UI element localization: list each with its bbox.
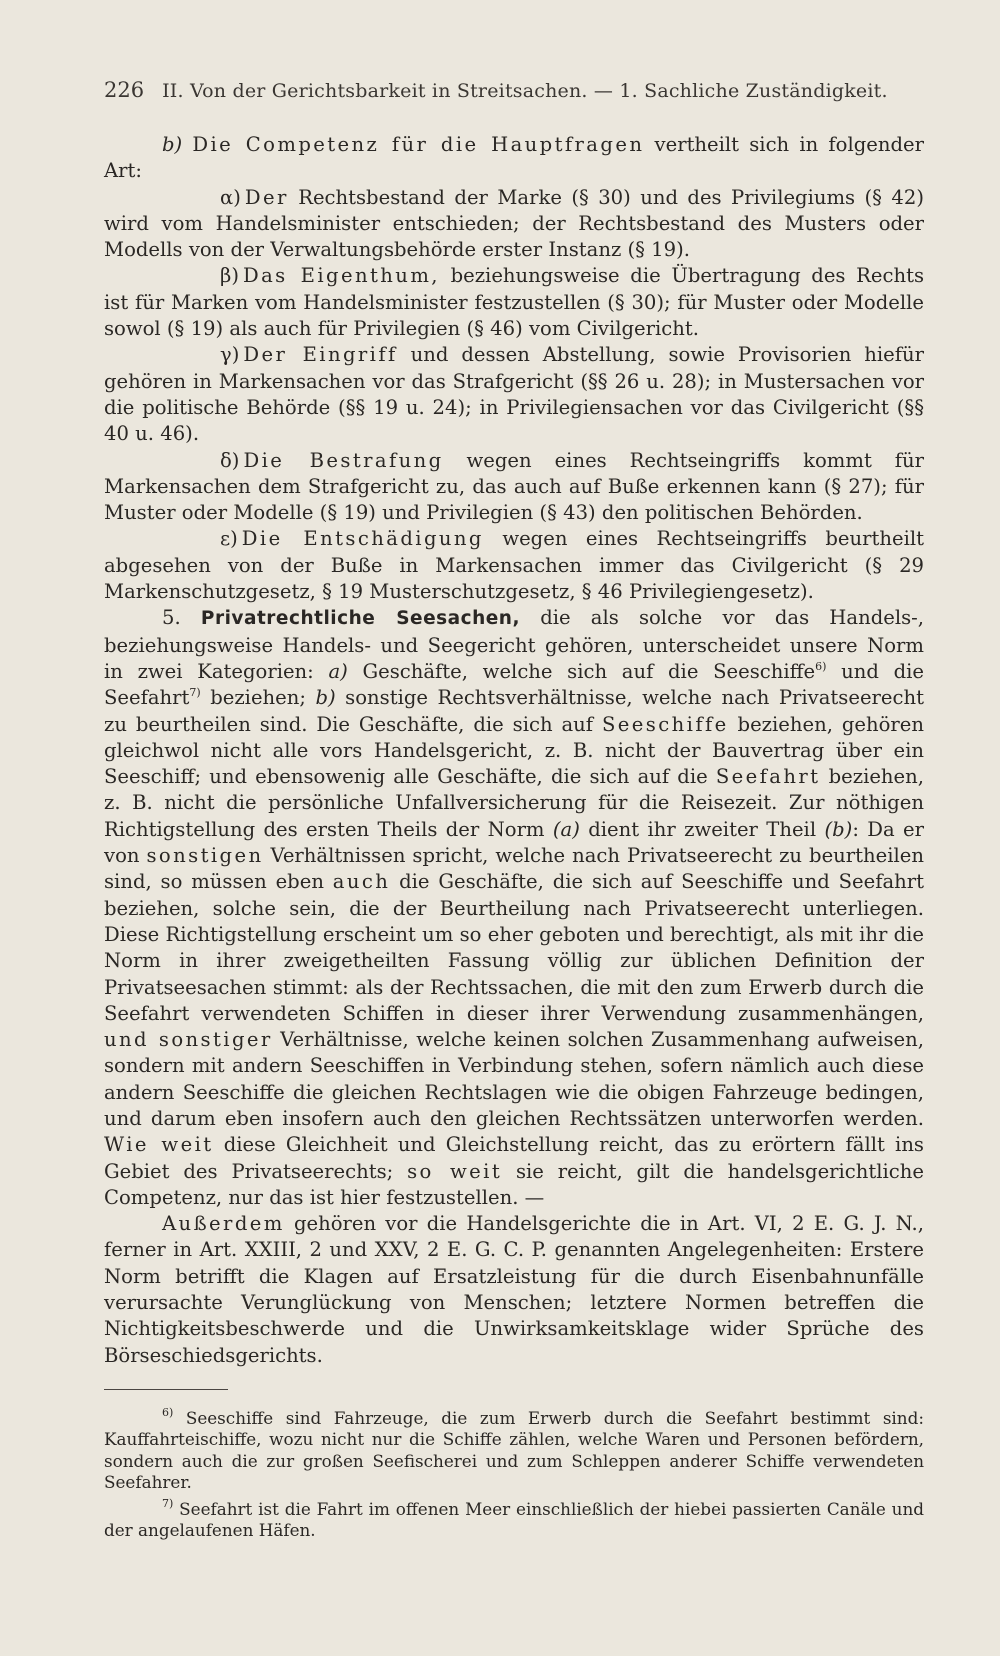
- spaced-emphasis: Außerdem: [162, 1212, 285, 1236]
- text-run: sonstige Rechtsverhältnisse, welche nach Privatseerecht zu beurtheilen sind. Die Geschäfte, die sich auf: [104, 686, 924, 736]
- footnote-text: Seefahrt ist die Fahrt im offenen Meer einschließlich der hiebei passierten Canäle und der angelaufenen Häfen.: [104, 1498, 924, 1541]
- text-run: diese Gleichheit und Gleichstellung reicht, das zu erörtern fällt ins Gebiet des Privatseerechts;: [104, 1133, 924, 1183]
- paragraph-text: wegen eines Rechtseingriffs beurtheilt abgesehen von der Buße in Markensachen immer das Civilgericht (§ 29 Markenschutzgesetz, § 19 Musterschutzgesetz, § 46 Privilegiengesetz).: [104, 527, 925, 604]
- footnote-mark: 7): [162, 1496, 174, 1510]
- spaced-emphasis: Seefahrt: [715, 765, 821, 789]
- text-run: beziehen, gehören gleichwol nicht alle vors Handelsgericht, z. B. nicht der Bauvertrag über ein Seeschiff; und ebensowenig alle Geschäfte, die sich auf die: [104, 712, 924, 789]
- footnote-text: Seeschiffe sind Fahrzeuge, die zum Erwerb durch die Seefahrt bestimmt sind: Kauffahrteischiffe, wozu nicht nur die Schiffe zählen, welche Waren und Personen befördern, sondern auch die zur großen Seefischerei und zum Schleppen anderer Schiffe verwendeten Seefahrer.: [104, 1407, 924, 1493]
- footnote-7: [104, 1496, 924, 1542]
- paragraph-gamma: [104, 342, 924, 447]
- page-header: [104, 78, 924, 108]
- footnote-ref-7[interactable]: 7): [189, 686, 201, 700]
- text-run: Verhältnissen spricht, welche nach Privatseerecht zu beurtheilen sind, so müssen eben: [104, 844, 924, 894]
- footnote-divider: [104, 1389, 228, 1390]
- spaced-emphasis: Das Eigenthum,: [242, 264, 440, 288]
- norm-part-a: (a): [552, 817, 580, 841]
- paragraph-5: [104, 605, 924, 1211]
- text-run: und die Seefahrt: [104, 659, 924, 710]
- item-label: γ): [220, 343, 240, 367]
- paragraph-text: wegen eines Rechtseingriffs kommt für Markensachen dem Strafgericht zu, das auch auf Buße erkennen kann (§ 27); für Muster oder Modelle (§ 19) und Privilegien (§ 43) den politischen Behörden.: [104, 448, 924, 525]
- paragraph-text: gehören vor die Handelsgerichte die in Art. VI, 2 E. G. J. N., ferner in Art. XXIII, 2 und XXV, 2 E. G. C. P. genannten Angelegenheiten: Erstere Norm betrifft die Klagen auf Ersatzleistung für die durch Eisenbahnunfälle verursachte Verunglückung von Menschen; letztere Normen betreffen die Nichtigkeitsbeschwerde und die Unwirksamkeitsklage wider Sprüche des Börseschiedsgerichts.: [104, 1212, 924, 1367]
- spaced-emphasis: und sonstiger: [104, 1028, 273, 1052]
- paragraph-alpha: [104, 185, 924, 264]
- section-number: 5.: [162, 606, 181, 630]
- section-heading: Privatrechtliche Seesachen,: [200, 608, 521, 630]
- item-label: ε): [220, 527, 238, 551]
- spaced-emphasis: Die Bestrafung: [243, 448, 444, 472]
- text-run: dient ihr zweiter Theil: [579, 817, 825, 841]
- paragraph-text: beziehungsweise die Übertragung des Rechts ist für Marken vom Handelsminister festzustellen (§ 30); für Muster oder Modelle sowol (§ 19) als auch für Privilegien (§ 46) vom Civilgericht.: [104, 264, 924, 341]
- paragraph-beta: [104, 263, 924, 342]
- category-a-label: a): [328, 659, 348, 683]
- page-number: 226: [104, 78, 145, 102]
- text-run: sie reicht, gilt die handelsgerichtliche Competenz, nur das ist hier festzustellen. —: [104, 1159, 924, 1209]
- text-run: die Geschäfte, die sich auf Seeschiffe und Seefahrt beziehen, solche sein, die der Beurtheilung nach Privatseerecht unterliegen. Diese Richtigstellung erscheint um so eher geboten und berechtigt, als mit ihr die Norm in ihrer zweigetheilten Fassung völlig zur üblichen Definition der Privatseesachen stimmt: als der Rechtssachen, die mit den zum Erwerb durch die Seefahrt verwendeten Schiffen in dieser ihrer Verwendung zusammenhängen,: [104, 870, 924, 1025]
- text-run: beziehen;: [200, 686, 316, 710]
- item-label: δ): [220, 448, 240, 472]
- text-run: Geschäfte, welche sich auf die Seeschiffe: [347, 659, 816, 683]
- footnote-ref-6[interactable]: 6): [815, 659, 827, 673]
- spaced-emphasis: Seeschiffe: [601, 712, 729, 736]
- item-label: b): [162, 133, 183, 156]
- paragraph-text: und dessen Abstellung, sowie Provisorien hiefür gehören in Markensachen vor das Strafgericht (§§ 26 u. 28); in Mustersachen vor die politische Behörde (§§ 19 u. 24); in Privilegiensachen vor das Civilgericht (§§ 40 u. 46).: [104, 343, 924, 446]
- paragraph-text: vertheilt sich in folgender Art:: [104, 133, 925, 183]
- spaced-emphasis: auch: [332, 870, 391, 894]
- main-text: [104, 132, 924, 1369]
- paragraph-delta: [104, 448, 924, 527]
- spaced-emphasis: Wie weit: [104, 1133, 214, 1157]
- paragraph-b: [104, 132, 924, 185]
- text-run: Verhältnisse, welche keinen solchen Zusammenhang aufweisen, sondern mit andern Seeschiffen in Verbindung stehen, sofern nämlich auch diese andern Seeschiffe die gleichen Rechtslagen wie die obigen Fahrzeuge bedingen, und darum eben insofern auch den gleichen Rechtssätzen unterworfen werden.: [104, 1028, 924, 1130]
- norm-part-b: (b): [824, 817, 853, 841]
- footnote-mark: 6): [162, 1405, 174, 1419]
- spaced-emphasis: Die Entschädigung: [241, 527, 484, 551]
- footnote-6: [104, 1405, 924, 1494]
- text-run: die als solche vor das Handels-, beziehungsweise Handels- und Seegericht gehören, unterscheidet unsere Norm in zwei Kategorien:: [104, 606, 925, 683]
- paragraph-text: Rechtsbestand der Marke (§ 30) und des Privilegiums (§ 42) wird vom Handelsminister entschieden; der Rechtsbestand des Musters oder Modells von der Verwaltungsbehörde erster Instanz (§ 19).: [104, 185, 924, 262]
- footnotes: [104, 1405, 924, 1542]
- item-label: β): [220, 264, 239, 288]
- text-run: beziehen, z. B. nicht die persönliche Unfallversicherung für die Reisezeit. Zur nöthigen Richtigstellung des ersten Theils der Norm: [104, 765, 924, 841]
- category-b-label: b): [315, 686, 336, 710]
- paragraph-epsilon: [104, 526, 924, 605]
- spaced-emphasis: Die Competenz für die Hauptfragen: [192, 133, 645, 156]
- spaced-emphasis: Der: [244, 185, 289, 209]
- spaced-emphasis: Der Eingriff: [243, 343, 398, 367]
- text-run: : Da er von: [104, 817, 924, 868]
- running-title: II. Von der Gerichtsbarkeit in Streitsachen. — 1. Sachliche Zuständigkeit.: [162, 80, 888, 102]
- spaced-emphasis: sonstigen: [146, 844, 264, 868]
- spaced-emphasis: so weit: [407, 1159, 503, 1183]
- paragraph-ausserdem: [104, 1211, 924, 1369]
- item-label: α): [220, 185, 241, 209]
